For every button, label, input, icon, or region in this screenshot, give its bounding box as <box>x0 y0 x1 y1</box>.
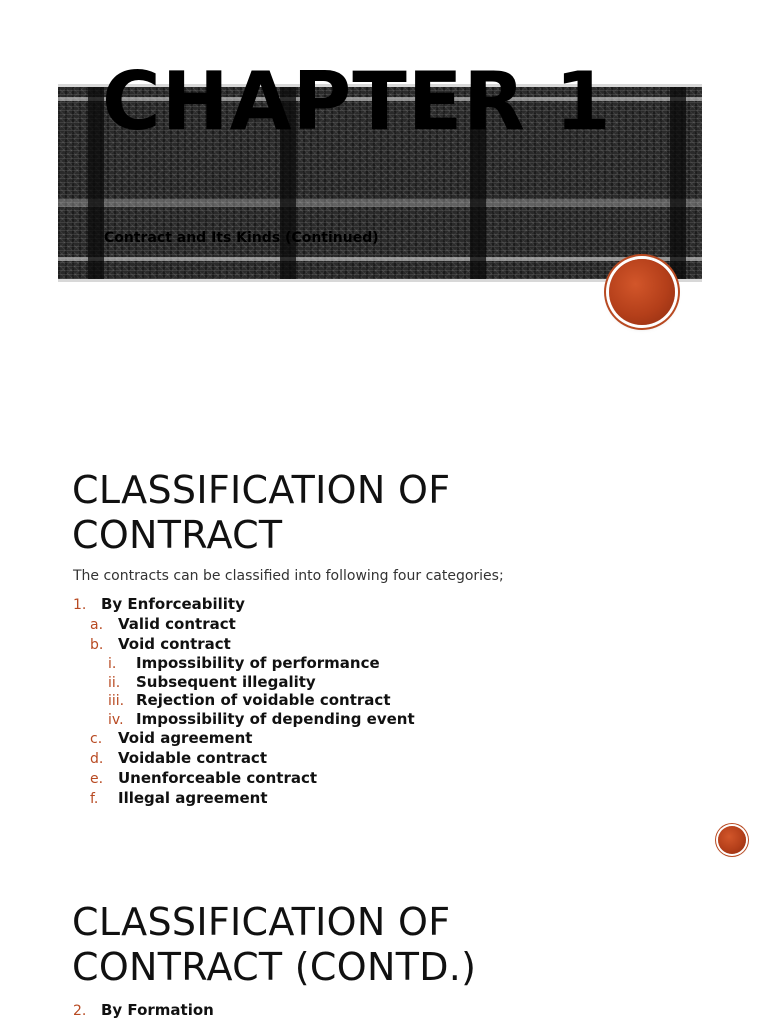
list-label: Void contract <box>118 635 231 653</box>
list-item <box>90 614 415 634</box>
list-item <box>90 728 415 748</box>
list-item <box>73 594 415 808</box>
list-label: Rejection of voidable contract <box>136 691 391 709</box>
intro-text: The contracts can be classified into following four categories; <box>73 568 504 584</box>
list-number: 2. <box>73 1003 87 1019</box>
classification-list <box>73 1000 214 1020</box>
chapter-title: CHAPTER 1 <box>102 55 612 148</box>
list-item <box>90 748 415 768</box>
list-item <box>90 634 415 728</box>
chapter-subtitle: Contract and Its Kinds (Continued) <box>104 230 379 246</box>
list-label: Impossibility of performance <box>136 654 380 672</box>
list-item <box>108 673 415 692</box>
list-roman: iii. <box>108 693 125 709</box>
list-label: Voidable contract <box>118 749 267 767</box>
list-roman: iv. <box>108 711 124 728</box>
list-label: By Enforceability <box>101 595 245 613</box>
list-letter: f. <box>90 791 99 807</box>
list-item <box>108 710 415 729</box>
list-letter: b. <box>90 637 104 653</box>
list-item <box>90 788 415 808</box>
list-label: Unenforceable contract <box>118 769 318 787</box>
list-item <box>108 691 415 710</box>
slide-heading-line2: CONTRACT (CONTD.) <box>72 945 477 989</box>
list-label: By Formation <box>101 1001 214 1019</box>
list-label: Impossibility of depending event <box>136 709 415 728</box>
slide-heading-line1: CLASSIFICATION OF <box>72 900 451 944</box>
classification-list <box>73 594 415 808</box>
list-roman: i. <box>108 656 117 672</box>
slide-heading-line2: CONTRACT <box>72 513 283 557</box>
list-label: Void agreement <box>118 729 253 747</box>
accent-circle-icon <box>718 826 746 854</box>
list-label: Illegal agreement <box>118 789 268 807</box>
list-letter: a. <box>90 617 104 633</box>
list-roman: ii. <box>108 674 121 691</box>
slide-heading <box>72 468 450 558</box>
list-item <box>73 1000 214 1020</box>
list-item <box>108 654 415 673</box>
list-number: 1. <box>73 597 87 613</box>
list-item <box>90 768 415 788</box>
list-letter: e. <box>90 771 104 787</box>
slide-heading-line1: CLASSIFICATION OF <box>72 468 451 512</box>
list-label: Subsequent illegality <box>136 672 316 691</box>
list-letter: c. <box>90 731 103 747</box>
slide-heading <box>72 900 476 990</box>
list-label: Valid contract <box>118 615 236 633</box>
list-letter: d. <box>90 751 104 767</box>
